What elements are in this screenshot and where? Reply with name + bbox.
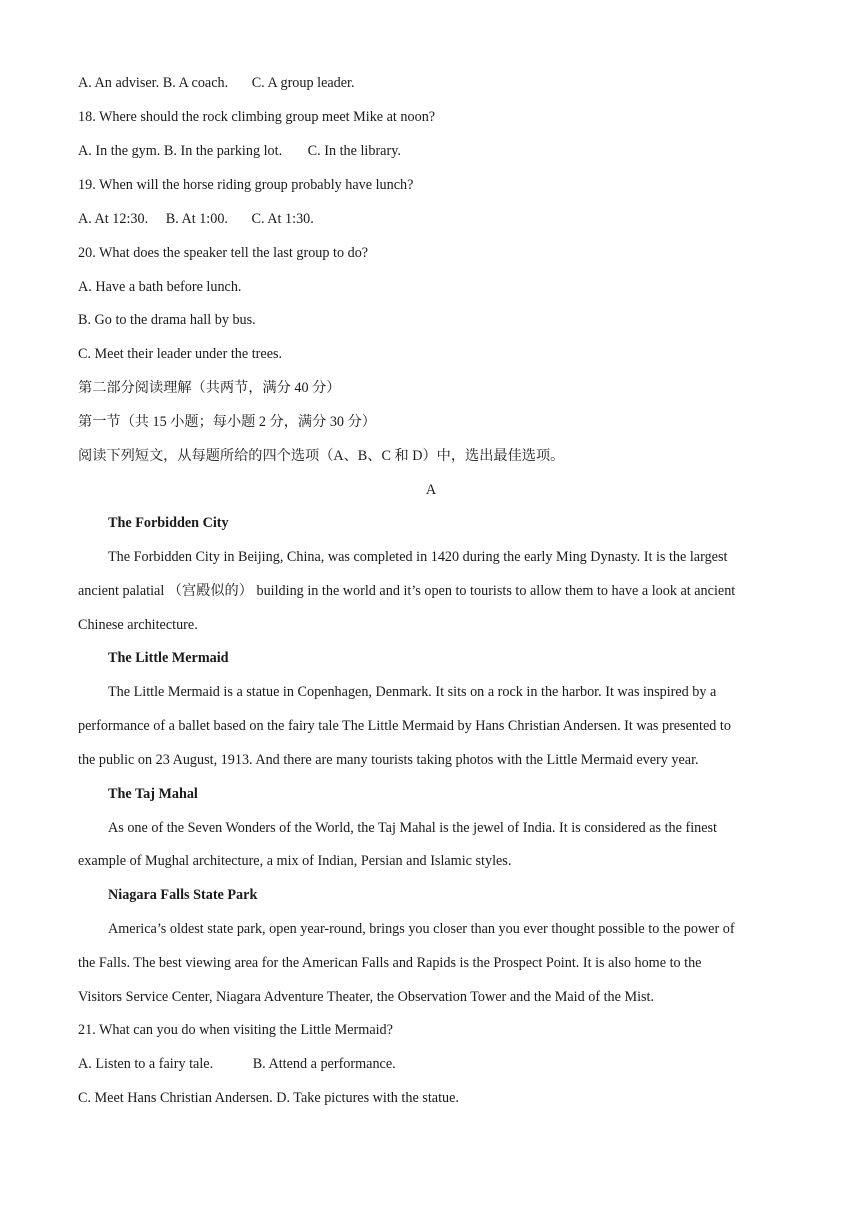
little-mermaid-line-1: The Little Mermaid is a statue in Copenhagen, Denmark. It sits on a rock in the harbor. It was inspired by a <box>108 684 717 700</box>
forbidden-city-line-1: The Forbidden City in Beijing, China, was completed in 1420 during the early Ming Dynasty. It is the largest <box>108 549 728 565</box>
q20-option-a: A. Have a bath before lunch. <box>78 279 242 295</box>
q18-question: 18. Where should the rock climbing group meet Mike at noon? <box>78 109 436 125</box>
q17-option-c: C. A group leader. <box>251 75 355 91</box>
q19-question: 19. When will the horse riding group probably have lunch? <box>78 177 414 193</box>
q17-options <box>78 73 355 93</box>
little-mermaid-heading: The Little Mermaid <box>108 650 229 666</box>
q19-option-a: A. At 12:30. <box>78 211 149 227</box>
q17-option-a: A. An adviser. <box>78 75 160 91</box>
q18-options <box>78 141 401 161</box>
q20-option-c: C. Meet their leader under the trees. <box>78 346 283 362</box>
q18-option-b: B. In the parking lot. <box>163 143 283 159</box>
little-mermaid-line-3: the public on 23 August, 1913. And there are many tourists taking photos with the Little Mermaid every year. <box>78 752 699 768</box>
passage-label: A <box>425 482 437 498</box>
taj-mahal-line-1: As one of the Seven Wonders of the World, the Taj Mahal is the jewel of India. It is considered as the finest <box>108 820 717 836</box>
q21-option-c: C. Meet Hans Christian Andersen. <box>78 1090 273 1106</box>
q20-option-b: B. Go to the drama hall by bus. <box>78 312 256 328</box>
taj-mahal-line-2: example of Mughal architecture, a mix of Indian, Persian and Islamic styles. <box>78 853 512 869</box>
niagara-line-2: the Falls. The best viewing area for the American Falls and Rapids is the Prospect Point. It is also home to the <box>78 955 702 971</box>
forbidden-city-heading: The Forbidden City <box>108 515 229 531</box>
part-title: 第二部分阅读理解（共两节，满分 40 分） <box>78 380 341 396</box>
niagara-line-3: Visitors Service Center, Niagara Adventure Theater, the Observation Tower and the Maid of the Mist. <box>78 989 655 1005</box>
q19-options <box>78 209 314 229</box>
forbidden-city-line-2: ancient palatial （宫殿似的） building in the world and it’s open to tourists to allow them to have a look at ancient <box>78 583 736 599</box>
q21-option-a: A. Listen to a fairy tale. <box>78 1056 214 1072</box>
q21-question: 21. What can you do when visiting the Little Mermaid? <box>78 1022 393 1038</box>
q20-question: 20. What does the speaker tell the last group to do? <box>78 245 369 261</box>
forbidden-city-line-3: Chinese architecture. <box>78 617 198 633</box>
q17-option-b: B. A coach. <box>162 75 229 91</box>
q18-option-a: A. In the gym. <box>78 143 161 159</box>
q21-options-row-1 <box>78 1054 396 1074</box>
q18-option-c: C. In the library. <box>307 143 401 159</box>
niagara-heading: Niagara Falls State Park <box>108 887 258 903</box>
q19-option-b: B. At 1:00. <box>165 211 228 227</box>
taj-mahal-heading: The Taj Mahal <box>108 786 198 802</box>
niagara-line-1: America’s oldest state park, open year-round, brings you closer than you ever thought possible to the power of <box>108 921 735 937</box>
q21-option-d: D. Take pictures with the statue. <box>276 1090 459 1106</box>
little-mermaid-line-2: performance of a ballet based on the fairy tale The Little Mermaid by Hans Christian Andersen. It was presented to <box>78 718 731 734</box>
q21-options-row-2 <box>78 1088 459 1108</box>
q19-option-c: C. At 1:30. <box>251 211 314 227</box>
instructions: 阅读下列短文，从每题所给的四个选项（A、B、C 和 D）中，选出最佳选项。 <box>78 448 565 464</box>
section-title: 第一节（共 15 小题；每小题 2 分，满分 30 分） <box>78 414 376 430</box>
q21-option-b: B. Attend a performance. <box>252 1056 396 1072</box>
